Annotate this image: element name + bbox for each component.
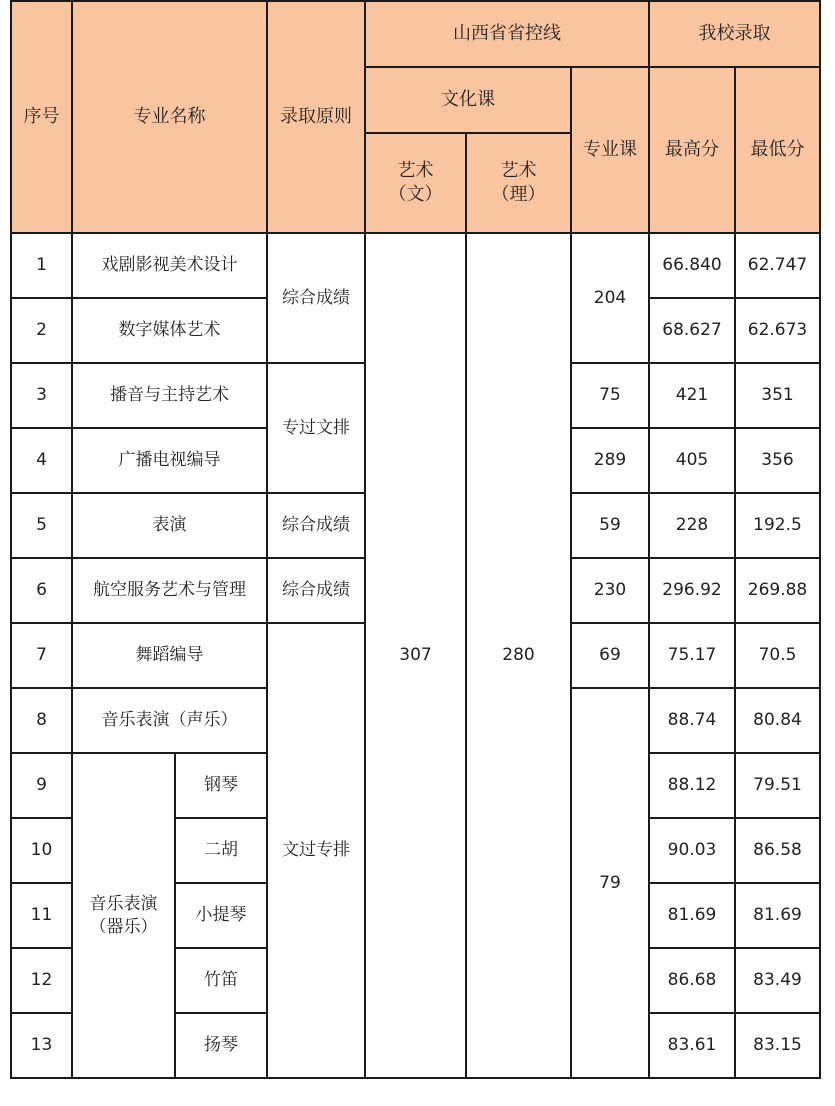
header-art-wen: 艺术 （文） bbox=[365, 133, 466, 233]
max-score-cell: 66.840 bbox=[649, 233, 735, 298]
seq-cell: 6 bbox=[11, 558, 72, 623]
art-wen-line-cell: 307 bbox=[365, 233, 466, 1078]
professional-line-cell: 289 bbox=[571, 428, 649, 493]
header-professional: 专业课 bbox=[571, 67, 649, 233]
seq-cell: 13 bbox=[11, 1013, 72, 1078]
professional-line-cell: 79 bbox=[571, 688, 649, 1078]
major-cell: 戏剧影视美术设计 bbox=[72, 233, 267, 298]
seq-cell: 1 bbox=[11, 233, 72, 298]
min-score-cell: 351 bbox=[735, 363, 820, 428]
min-score-cell: 62.673 bbox=[735, 298, 820, 363]
principle-cell: 综合成绩 bbox=[267, 558, 365, 623]
header-provincial: 山西省省控线 bbox=[365, 1, 649, 67]
max-score-cell: 228 bbox=[649, 493, 735, 558]
professional-line-cell: 230 bbox=[571, 558, 649, 623]
instrument-cell: 竹笛 bbox=[175, 948, 267, 1013]
max-score-cell: 405 bbox=[649, 428, 735, 493]
principle-cell: 文过专排 bbox=[267, 623, 365, 1078]
major-cell: 表演 bbox=[72, 493, 267, 558]
major-cell: 广播电视编导 bbox=[72, 428, 267, 493]
major-cell: 舞蹈编导 bbox=[72, 623, 267, 688]
header-school: 我校录取 bbox=[649, 1, 820, 67]
min-score-cell: 192.5 bbox=[735, 493, 820, 558]
header-culture: 文化课 bbox=[365, 67, 571, 133]
major-cell: 航空服务艺术与管理 bbox=[72, 558, 267, 623]
professional-line-cell: 59 bbox=[571, 493, 649, 558]
max-score-cell: 296.92 bbox=[649, 558, 735, 623]
instrument-cell: 小提琴 bbox=[175, 883, 267, 948]
header-art-li: 艺术 （理） bbox=[466, 133, 571, 233]
seq-cell: 11 bbox=[11, 883, 72, 948]
seq-cell: 12 bbox=[11, 948, 72, 1013]
min-score-cell: 79.51 bbox=[735, 753, 820, 818]
header-seq: 序号 bbox=[11, 1, 72, 233]
min-score-cell: 86.58 bbox=[735, 818, 820, 883]
seq-cell: 10 bbox=[11, 818, 72, 883]
seq-cell: 4 bbox=[11, 428, 72, 493]
seq-cell: 2 bbox=[11, 298, 72, 363]
max-score-cell: 421 bbox=[649, 363, 735, 428]
min-score-cell: 70.5 bbox=[735, 623, 820, 688]
admission-table bbox=[10, 0, 821, 1079]
seq-cell: 9 bbox=[11, 753, 72, 818]
min-score-cell: 80.84 bbox=[735, 688, 820, 753]
professional-line-cell: 75 bbox=[571, 363, 649, 428]
max-score-cell: 83.61 bbox=[649, 1013, 735, 1078]
header-min: 最低分 bbox=[735, 67, 820, 233]
min-score-cell: 269.88 bbox=[735, 558, 820, 623]
max-score-cell: 88.12 bbox=[649, 753, 735, 818]
max-score-cell: 68.627 bbox=[649, 298, 735, 363]
header-row-1 bbox=[11, 1, 820, 67]
instrumental-group-cell: 音乐表演 （器乐） bbox=[72, 753, 175, 1078]
principle-cell: 综合成绩 bbox=[267, 233, 365, 363]
header-max: 最高分 bbox=[649, 67, 735, 233]
max-score-cell: 75.17 bbox=[649, 623, 735, 688]
table-row bbox=[11, 233, 820, 298]
seq-cell: 5 bbox=[11, 493, 72, 558]
min-score-cell: 81.69 bbox=[735, 883, 820, 948]
max-score-cell: 88.74 bbox=[649, 688, 735, 753]
professional-line-cell: 69 bbox=[571, 623, 649, 688]
principle-cell: 专过文排 bbox=[267, 363, 365, 493]
professional-line-cell: 204 bbox=[571, 233, 649, 363]
min-score-cell: 62.747 bbox=[735, 233, 820, 298]
major-cell: 音乐表演（声乐） bbox=[72, 688, 267, 753]
instrument-cell: 钢琴 bbox=[175, 753, 267, 818]
seq-cell: 8 bbox=[11, 688, 72, 753]
min-score-cell: 83.49 bbox=[735, 948, 820, 1013]
instrument-cell: 扬琴 bbox=[175, 1013, 267, 1078]
max-score-cell: 86.68 bbox=[649, 948, 735, 1013]
instrument-cell: 二胡 bbox=[175, 818, 267, 883]
seq-cell: 7 bbox=[11, 623, 72, 688]
max-score-cell: 90.03 bbox=[649, 818, 735, 883]
header-major: 专业名称 bbox=[72, 1, 267, 233]
min-score-cell: 83.15 bbox=[735, 1013, 820, 1078]
major-cell: 数字媒体艺术 bbox=[72, 298, 267, 363]
art-li-line-cell: 280 bbox=[466, 233, 571, 1078]
max-score-cell: 81.69 bbox=[649, 883, 735, 948]
min-score-cell: 356 bbox=[735, 428, 820, 493]
major-cell: 播音与主持艺术 bbox=[72, 363, 267, 428]
seq-cell: 3 bbox=[11, 363, 72, 428]
header-principle: 录取原则 bbox=[267, 1, 365, 233]
principle-cell: 综合成绩 bbox=[267, 493, 365, 558]
